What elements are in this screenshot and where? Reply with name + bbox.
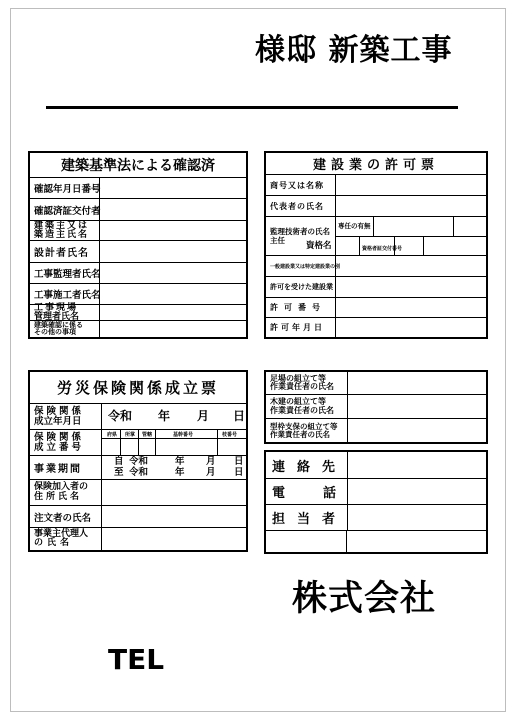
workers-insurance-panel — [28, 370, 248, 552]
other-matters-label-line2: その他の事項 — [34, 328, 76, 336]
contact-blank-row — [266, 531, 486, 552]
other-matters-label-cell — [30, 321, 100, 337]
insurance-year-unit: 年 — [158, 409, 171, 423]
qualification-label: 資格名 — [306, 241, 332, 251]
title-underline — [46, 106, 458, 109]
contact-panel — [264, 450, 488, 554]
scaffold-label-cell — [266, 372, 348, 394]
owner-label-cell — [30, 221, 100, 240]
owner-label-line2: 築造主氏名 — [34, 229, 90, 240]
scaffold-row — [266, 372, 486, 395]
engineer-label-line1: 監理技術者の氏名 — [270, 227, 330, 236]
site-manager-label-line2: 管理者氏名 — [34, 311, 80, 322]
number-head-office: 管轄 — [142, 432, 153, 438]
phone-row — [266, 479, 486, 505]
business-period-label: 事業期間 — [30, 456, 102, 479]
insured-label-line1: 保険加入者の — [34, 481, 89, 492]
scaffold-label-line1: 足場の組立て等 — [270, 373, 326, 383]
period-from-year: 年 — [175, 456, 185, 467]
work-supervisor-panel — [264, 370, 488, 444]
qualification-number-col-b — [423, 236, 424, 255]
agent-label-cell — [30, 528, 102, 550]
period-to-era: 令和 — [129, 467, 149, 478]
site-manager-label-line1: 工事現場 — [34, 303, 79, 314]
agent-row — [30, 528, 246, 550]
orderer-row — [30, 506, 246, 528]
agent-label-line2: の氏名 — [34, 538, 74, 548]
tel-label: TEL — [108, 643, 165, 676]
other-matters-label-line1: 建築確認に係る — [34, 321, 83, 329]
period-to-year: 年 — [175, 467, 185, 478]
number-col-3 — [155, 430, 156, 455]
wooden-frame-row — [266, 395, 486, 419]
wooden-frame-label-line2: 作業責任者の氏名 — [270, 405, 334, 415]
agent-label-line1: 事業主代理人 — [34, 528, 89, 539]
formwork-label-line2: 作業責任者の氏名 — [270, 429, 330, 439]
engineer-col-b — [453, 217, 454, 236]
person-in-charge-label: 担当者 — [266, 505, 348, 530]
number-head-branch: 枝番号 — [222, 432, 238, 438]
orderer-label: 注文者の氏名 — [30, 506, 102, 527]
insured-label-cell — [30, 480, 102, 505]
representative-label: 代表者の氏名 — [266, 196, 336, 216]
supervisor-label: 工事監理者氏名 — [30, 263, 100, 283]
contact-label: 連絡先 — [266, 452, 348, 478]
project-title: 様邸 新築工事 — [255, 33, 453, 68]
permit-number-label: 許可番号 — [266, 298, 336, 317]
owner-label-line1: 建築主又は — [34, 220, 90, 231]
engineer-col-a — [373, 217, 374, 236]
insurance-day-unit: 日 — [233, 409, 246, 423]
construction-permit-panel — [264, 151, 488, 339]
owner-row — [30, 221, 246, 241]
permit-type-label: 一般建設業又は特定建設業の別 — [266, 256, 336, 276]
insurance-era: 令和 — [108, 409, 133, 423]
formwork-label-cell — [266, 419, 348, 442]
permit-date-row — [266, 318, 486, 337]
number-col-4 — [217, 430, 218, 455]
contractor-row — [30, 284, 246, 305]
insured-label-line2: 住所氏名 — [34, 491, 83, 502]
formwork-row — [266, 419, 486, 442]
engineer-row — [266, 217, 486, 256]
building-confirmation-title: 建築基準法による確認済 — [30, 153, 246, 178]
confirmation-date-row — [30, 178, 246, 199]
person-in-charge-row — [266, 505, 486, 531]
period-to-day: 日 — [234, 467, 244, 478]
period-from-label: 自 — [114, 456, 124, 467]
insurance-number-label-line2: 成立番号 — [34, 441, 85, 453]
number-col-2 — [138, 430, 139, 455]
contractor-label: 工事施工者氏名 — [30, 284, 100, 304]
business-period-row — [30, 456, 246, 480]
permitted-business-row — [266, 277, 486, 298]
number-head-jurisdiction: 所掌 — [125, 432, 136, 438]
scaffold-label-line2: 作業責任者の氏名 — [270, 382, 334, 391]
formwork-label-line1: 型枠支保の組立て等 — [270, 421, 338, 431]
insured-row — [30, 480, 246, 506]
permitted-business-label: 許可を受けた建設業 — [266, 277, 336, 297]
company-name: 株式会社 — [292, 579, 437, 619]
period-from-day: 日 — [234, 456, 244, 467]
permit-date-label: 許可年月日 — [266, 318, 336, 337]
trade-name-label: 商号又は名称 — [266, 175, 336, 195]
certificate-issuer-label: 確認済証交付者 — [30, 199, 100, 220]
trade-name-row — [266, 175, 486, 196]
period-to-month: 月 — [206, 467, 216, 478]
wooden-frame-label-cell — [266, 395, 348, 418]
number-head-prefecture: 府県 — [107, 432, 118, 438]
contact-blank-divider — [346, 531, 347, 552]
contact-row — [266, 452, 486, 479]
number-head-divider — [102, 438, 246, 439]
number-head-base: 基幹番号 — [173, 432, 194, 438]
engineer-label-line2: 主任 — [270, 236, 285, 245]
insurance-number-label-cell — [30, 430, 102, 455]
designer-row — [30, 241, 246, 263]
insurance-number-label-line1: 保険関係 — [34, 431, 85, 443]
supervisor-row — [30, 263, 246, 284]
insurance-number-row — [30, 430, 246, 456]
site-manager-row — [30, 305, 246, 321]
certificate-issuer-row — [30, 199, 246, 221]
period-from-era: 令和 — [129, 456, 149, 467]
insurance-date-row — [30, 404, 246, 430]
qualification-number-label: 資格者証交付番号 — [362, 246, 403, 252]
insurance-date-label-cell — [30, 404, 102, 429]
designer-label: 設計者氏名 — [30, 241, 100, 262]
confirmation-date-label: 確認年月日番号 — [30, 178, 100, 198]
other-matters-row — [30, 321, 246, 337]
representative-row — [266, 196, 486, 217]
phone-label: 電話 — [266, 479, 348, 504]
site-manager-label-cell — [30, 305, 100, 320]
insurance-date-label-line2: 成立年月日 — [34, 415, 82, 427]
full-time-label: 専任の有無 — [338, 222, 371, 230]
permit-type-row — [266, 256, 486, 277]
insurance-date-label-line1: 保険関係 — [34, 405, 85, 417]
period-to-label: 至 — [114, 467, 124, 478]
period-from-month: 月 — [206, 456, 216, 467]
wooden-frame-label-line1: 木建の組立て等 — [270, 397, 326, 407]
workers-insurance-title: 労災保険関係成立票 — [30, 372, 246, 404]
permit-number-row — [266, 298, 486, 318]
number-col-1 — [120, 430, 121, 455]
insurance-month-unit: 月 — [197, 409, 210, 423]
qualification-col — [359, 236, 360, 255]
qualification-number-col-a — [394, 236, 395, 255]
building-confirmation-panel — [28, 151, 248, 339]
construction-permit-title: 建設業の許可票 — [266, 153, 486, 175]
